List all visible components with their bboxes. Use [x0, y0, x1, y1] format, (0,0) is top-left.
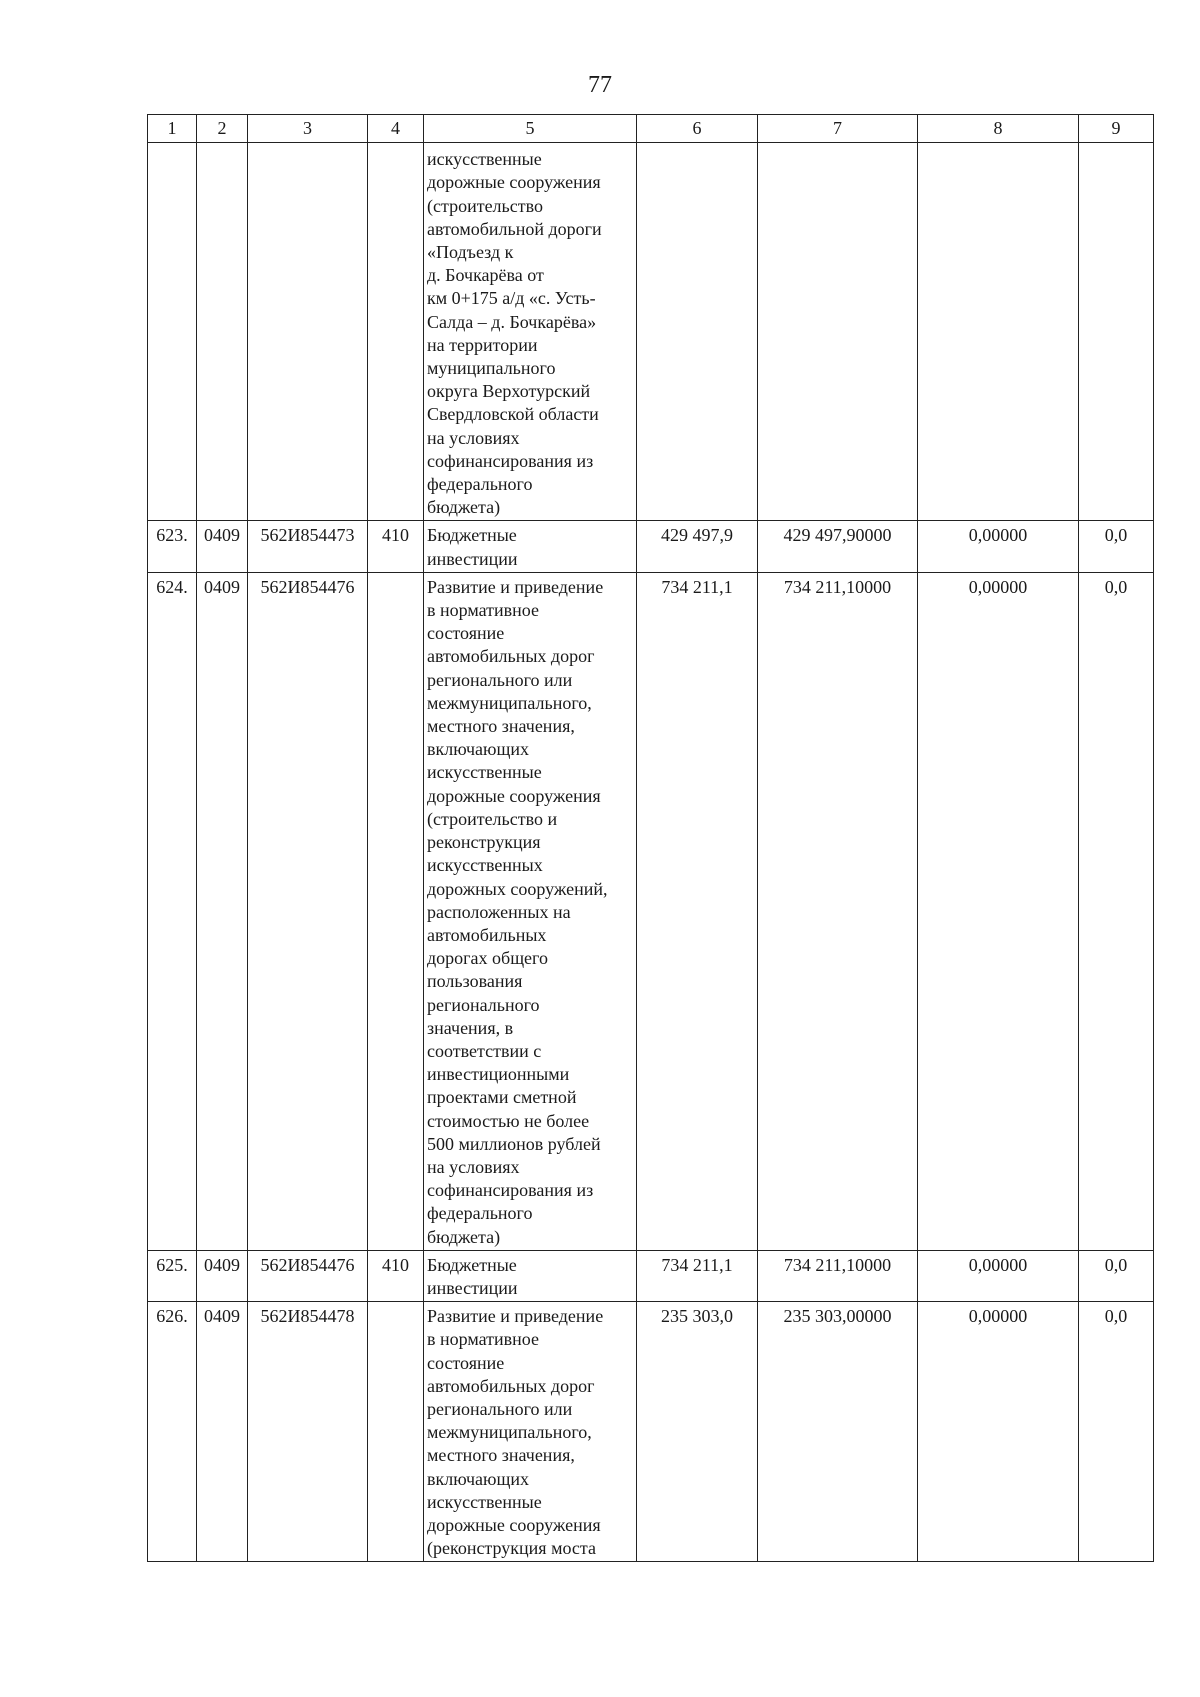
header-cell: 7 [758, 115, 918, 143]
section-code: 0409 [197, 1302, 248, 1562]
table-header-row [148, 115, 1154, 143]
expense-type-code [368, 1302, 424, 1562]
amount-col8 [918, 143, 1079, 521]
row-number: 624. [148, 572, 197, 1250]
header-cell: 9 [1079, 115, 1154, 143]
header-cell: 4 [368, 115, 424, 143]
target-code: 562И854476 [248, 572, 368, 1250]
target-code: 562И854476 [248, 1250, 368, 1301]
amount-col9: 0,0 [1079, 572, 1154, 1250]
amount-col7: 734 211,10000 [758, 572, 918, 1250]
page-number: 77 [588, 72, 612, 98]
row-number [148, 143, 197, 521]
table-row [148, 521, 1154, 572]
amount-col6: 235 303,0 [637, 1302, 758, 1562]
amount-col6: 734 211,1 [637, 572, 758, 1250]
target-code: 562И854473 [248, 521, 368, 572]
description: искусственные дорожные сооружения (строительство автомобильной дороги «Подъезд к д. Бочкарёва от км 0+175 а/д «с. Усть- Салда – д. Бочкарёва» на территории муниципального округа Верхотурский Свердловской области на условиях софинансирования из федерального бюджета) [424, 143, 637, 521]
header-cell: 3 [248, 115, 368, 143]
table-row [148, 1302, 1154, 1562]
amount-col8: 0,00000 [918, 1250, 1079, 1301]
description: Развитие и приведение в нормативное состояние автомобильных дорог регионального или межмуниципального, местного значения, включающих искусственные дорожные сооружения (реконструкция моста [424, 1302, 637, 1562]
amount-col7: 429 497,90000 [758, 521, 918, 572]
table-row [148, 572, 1154, 1250]
header-cell: 1 [148, 115, 197, 143]
row-number: 625. [148, 1250, 197, 1301]
expense-type-code [368, 572, 424, 1250]
amount-col6: 734 211,1 [637, 1250, 758, 1301]
amount-col9 [1079, 143, 1154, 521]
section-code: 0409 [197, 521, 248, 572]
amount-col8: 0,00000 [918, 1302, 1079, 1562]
amount-col8: 0,00000 [918, 572, 1079, 1250]
section-code: 0409 [197, 572, 248, 1250]
section-code: 0409 [197, 1250, 248, 1301]
expense-type-code [368, 143, 424, 521]
amount-col9: 0,0 [1079, 1302, 1154, 1562]
section-code [197, 143, 248, 521]
header-cell: 2 [197, 115, 248, 143]
amount-col9: 0,0 [1079, 521, 1154, 572]
amount-col7: 235 303,00000 [758, 1302, 918, 1562]
amount-col9: 0,0 [1079, 1250, 1154, 1301]
description: Развитие и приведение в нормативное состояние автомобильных дорог регионального или межмуниципального, местного значения, включающих искусственные дорожные сооружения (строительство и реконструкция искусственных дорожных сооружений, расположенных на автомобильных дорогах общего пользования регионального значения, в соответствии с инвестиционными проектами сметной стоимостью не более 500 миллионов рублей на условиях софинансирования из федерального бюджета) [424, 572, 637, 1250]
amount-col6 [637, 143, 758, 521]
header-cell: 5 [424, 115, 637, 143]
expense-type-code: 410 [368, 521, 424, 572]
amount-col7 [758, 143, 918, 521]
amount-col8: 0,00000 [918, 521, 1079, 572]
amount-col6: 429 497,9 [637, 521, 758, 572]
description: Бюджетные инвестиции [424, 521, 637, 572]
amount-col7: 734 211,10000 [758, 1250, 918, 1301]
row-number: 626. [148, 1302, 197, 1562]
target-code: 562И854478 [248, 1302, 368, 1562]
budget-table [147, 114, 1154, 1562]
table-row [148, 143, 1154, 521]
header-cell: 8 [918, 115, 1079, 143]
row-number: 623. [148, 521, 197, 572]
header-cell: 6 [637, 115, 758, 143]
target-code [248, 143, 368, 521]
table-row [148, 1250, 1154, 1301]
expense-type-code: 410 [368, 1250, 424, 1301]
description: Бюджетные инвестиции [424, 1250, 637, 1301]
